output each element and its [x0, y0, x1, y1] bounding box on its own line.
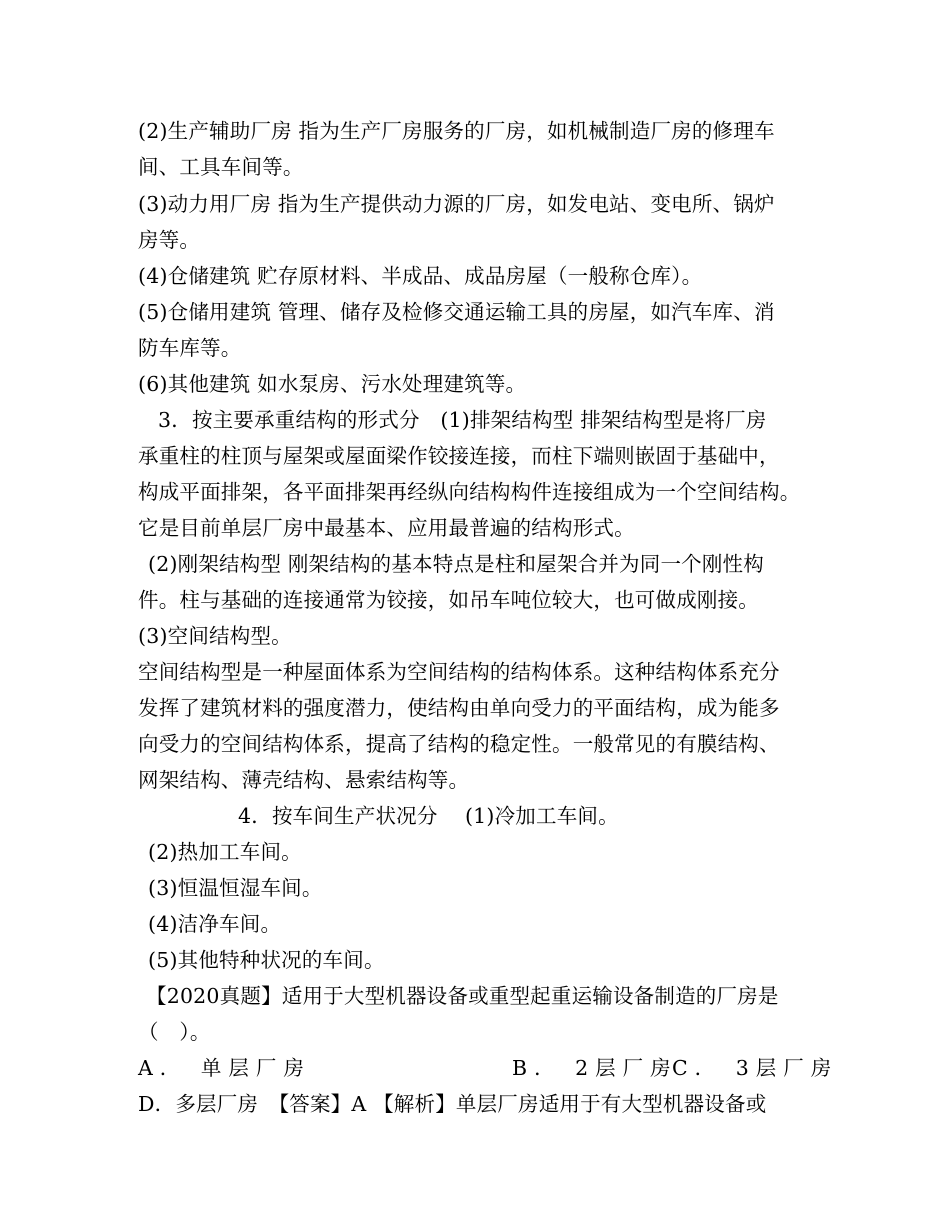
text-line: 空间结构型是一种屋面体系为空间结构的结构体系。这种结构体系充分	[138, 660, 780, 684]
question-stem: （ ）。	[138, 1020, 211, 1044]
list-item: (3)恒温恒湿车间。	[148, 876, 323, 900]
option-a: A． 单层厂房	[138, 1056, 311, 1080]
section-heading: 3．按主要承重结构的形式分 (1)排架结构型 排架结构型是将厂房	[158, 408, 767, 432]
text-line: (2)生产辅助厂房 指为生产厂房服务的厂房，如机械制造厂房的修理车	[138, 119, 775, 143]
text-line: 件。柱与基础的连接通常为铰接，如吊车吨位较大，也可做成刚接。	[138, 588, 759, 612]
list-item: (4)洁净车间。	[148, 912, 282, 936]
text-line: 向受力的空间结构体系，提高了结构的稳定性。一般常见的有膜结构、	[138, 732, 780, 756]
text-line: (3)空间结构型。	[138, 624, 292, 648]
text-line: 构成平面排架，各平面排架再经纵向结构构件连接组成为一个空间结构。	[138, 480, 801, 504]
option-b: B． 2层厂房	[512, 1056, 678, 1080]
text-line: 它是目前单层厂房中最基本、应用最普遍的结构形式。	[138, 516, 635, 540]
option-d-answer: D．多层厂房 【答案】A 【解析】单层厂房适用于有大型机器设备或	[138, 1092, 767, 1116]
text-line: (2)刚架结构型 刚架结构的基本特点是柱和屋架合并为同一个刚性构	[148, 552, 764, 576]
text-line: 发挥了建筑材料的强度潜力，使结构由单向受力的平面结构，成为能多	[138, 696, 780, 720]
text-line: (5)仓储用建筑 管理、储存及检修交通运输工具的房屋，如汽车库、消	[138, 300, 775, 324]
section-heading: 4．按车间生产状况分 (1)冷加工车间。	[238, 804, 619, 828]
list-item: (2)热加工车间。	[148, 840, 302, 864]
option-c: C． 3层厂房	[672, 1056, 839, 1080]
list-item: (5)其他特种状况的车间。	[148, 948, 385, 972]
question-stem: 【2020真题】适用于大型机器设备或重型起重运输设备制造的厂房是	[146, 984, 779, 1008]
text-line: (6)其他建筑 如水泵房、污水处理建筑等。	[138, 372, 527, 396]
text-line: 承重柱的柱顶与屋架或屋面梁作铰接连接，而柱下端则嵌固于基础中，	[138, 444, 780, 468]
text-line: 间、工具车间等。	[138, 155, 304, 179]
text-line: 防车库等。	[138, 336, 242, 360]
text-line: 网架结构、薄壳结构、悬索结构等。	[138, 768, 470, 792]
text-line: (3)动力用厂房 指为生产提供动力源的厂房，如发电站、变电所、锅炉	[138, 192, 775, 216]
text-line: 房等。	[138, 228, 201, 252]
text-line: (4)仓储建筑 贮存原材料、半成品、成品房屋（一般称仓库）。	[138, 264, 703, 288]
